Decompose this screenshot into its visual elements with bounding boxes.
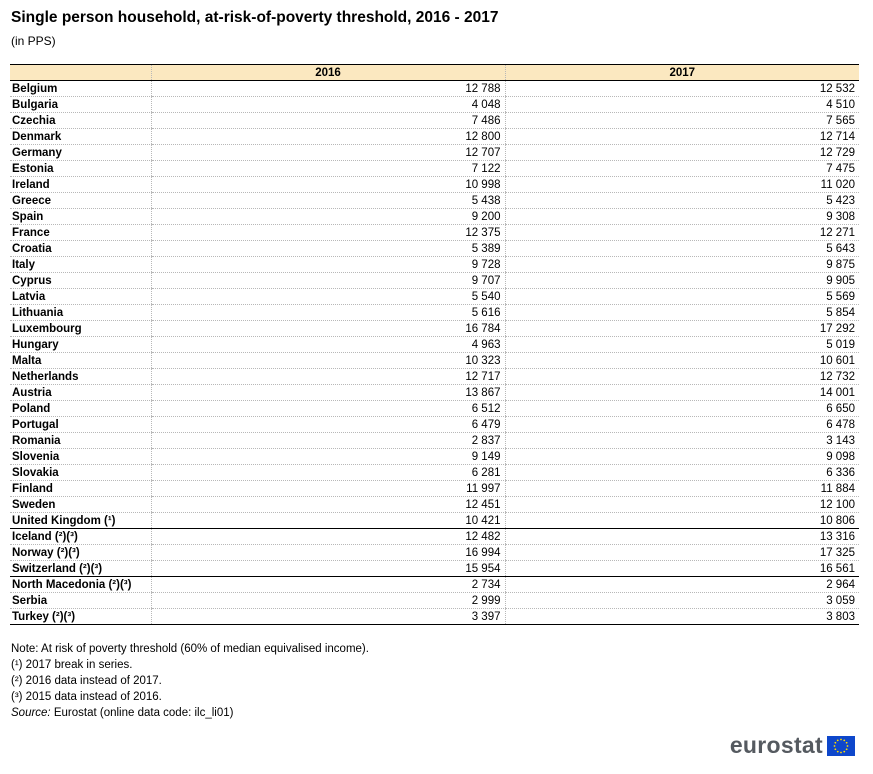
value-2017-cell: 3 059	[505, 593, 859, 609]
value-2016-cell: 4 963	[151, 337, 505, 353]
value-2016-cell: 10 323	[151, 353, 505, 369]
eu-flag-star	[834, 745, 836, 747]
footnote-2: (²) 2016 data instead of 2017.	[11, 675, 162, 687]
value-2017-cell: 12 729	[505, 145, 859, 161]
table-row	[10, 97, 859, 113]
table-row	[10, 481, 859, 497]
country-cell: Malta	[10, 353, 151, 369]
country-cell: Poland	[10, 401, 151, 417]
table-row	[10, 225, 859, 241]
value-2016-cell: 6 479	[151, 417, 505, 433]
value-2016-cell: 4 048	[151, 97, 505, 113]
value-2016-cell: 2 999	[151, 593, 505, 609]
country-cell: Germany	[10, 145, 151, 161]
page-subtitle: (in PPS)	[11, 34, 56, 48]
table-row	[10, 433, 859, 449]
value-2017-cell: 12 714	[505, 129, 859, 145]
value-2017-cell: 10 601	[505, 353, 859, 369]
value-2016-cell: 2 734	[151, 577, 505, 593]
source-label: Source:	[11, 707, 51, 719]
value-2016-cell: 12 717	[151, 369, 505, 385]
table-row	[10, 593, 859, 609]
value-2017-cell: 5 569	[505, 289, 859, 305]
value-2017-cell: 5 423	[505, 193, 859, 209]
value-2016-cell: 10 421	[151, 513, 505, 529]
country-cell: North Macedonia (²)(³)	[10, 577, 151, 593]
value-2017-cell: 17 325	[505, 545, 859, 561]
value-2017-cell: 9 875	[505, 257, 859, 273]
country-cell: Iceland (²)(³)	[10, 529, 151, 545]
eu-flag-star	[846, 741, 848, 743]
table-row	[10, 513, 859, 529]
table-body	[10, 81, 859, 625]
value-2017-cell: 4 510	[505, 97, 859, 113]
value-2016-cell: 12 800	[151, 129, 505, 145]
value-2016-cell: 11 997	[151, 481, 505, 497]
country-cell: Netherlands	[10, 369, 151, 385]
eu-flag-star	[843, 750, 845, 752]
column-header-country	[10, 65, 151, 81]
value-2017-cell: 13 316	[505, 529, 859, 545]
country-cell: Slovakia	[10, 465, 151, 481]
value-2016-cell: 5 389	[151, 241, 505, 257]
table-row	[10, 193, 859, 209]
value-2017-cell: 6 478	[505, 417, 859, 433]
table-row	[10, 81, 859, 97]
eurostat-logo	[730, 732, 855, 759]
column-header-2017: 2017	[505, 65, 859, 81]
value-2016-cell: 16 994	[151, 545, 505, 561]
table-row	[10, 305, 859, 321]
table-row	[10, 401, 859, 417]
table-row	[10, 369, 859, 385]
eu-flag-star	[840, 738, 842, 740]
value-2016-cell: 5 438	[151, 193, 505, 209]
eurostat-wordmark: eurostat	[729, 732, 823, 758]
country-cell: Ireland	[10, 177, 151, 193]
page-title: Single person household, at-risk-of-poverty threshold, 2016 - 2017	[11, 9, 499, 26]
note-text: Note: At risk of poverty threshold (60% of median equivalised income).	[11, 643, 369, 655]
value-2017-cell: 9 905	[505, 273, 859, 289]
eu-flag-star	[834, 748, 836, 750]
country-cell: Switzerland (²)(³)	[10, 561, 151, 577]
table-row	[10, 161, 859, 177]
country-cell: Estonia	[10, 161, 151, 177]
value-2017-cell: 11 884	[505, 481, 859, 497]
country-cell: Austria	[10, 385, 151, 401]
value-2016-cell: 13 867	[151, 385, 505, 401]
table-row	[10, 353, 859, 369]
country-cell: Greece	[10, 193, 151, 209]
value-2017-cell: 7 565	[505, 113, 859, 129]
country-cell: Norway (²)(³)	[10, 545, 151, 561]
value-2016-cell: 9 200	[151, 209, 505, 225]
value-2016-cell: 9 707	[151, 273, 505, 289]
value-2017-cell: 11 020	[505, 177, 859, 193]
data-table	[10, 64, 859, 625]
country-cell: Belgium	[10, 81, 151, 97]
table-row	[10, 609, 859, 625]
table-row	[10, 449, 859, 465]
eu-flag-star	[843, 739, 845, 741]
column-header-2016: 2016	[151, 65, 505, 81]
table-row	[10, 561, 859, 577]
eu-flag-star	[837, 739, 839, 741]
footnote-3: (³) 2015 data instead of 2016.	[11, 691, 162, 703]
value-2017-cell: 10 806	[505, 513, 859, 529]
country-cell: France	[10, 225, 151, 241]
value-2016-cell: 15 954	[151, 561, 505, 577]
eu-flag-icon	[827, 736, 855, 756]
table-row	[10, 465, 859, 481]
value-2017-cell: 5 019	[505, 337, 859, 353]
value-2017-cell: 3 143	[505, 433, 859, 449]
value-2017-cell: 9 308	[505, 209, 859, 225]
value-2017-cell: 7 475	[505, 161, 859, 177]
country-cell: Romania	[10, 433, 151, 449]
value-2016-cell: 5 616	[151, 305, 505, 321]
table-row	[10, 417, 859, 433]
eu-flag-star	[834, 741, 836, 743]
value-2016-cell: 12 707	[151, 145, 505, 161]
country-cell: Italy	[10, 257, 151, 273]
value-2017-cell: 6 650	[505, 401, 859, 417]
country-cell: Hungary	[10, 337, 151, 353]
country-cell: Lithuania	[10, 305, 151, 321]
value-2016-cell: 3 397	[151, 609, 505, 625]
value-2017-cell: 14 001	[505, 385, 859, 401]
table-row	[10, 177, 859, 193]
country-cell: Spain	[10, 209, 151, 225]
source-line	[11, 705, 369, 721]
table-row	[10, 145, 859, 161]
value-2017-cell: 12 271	[505, 225, 859, 241]
country-cell: Cyprus	[10, 273, 151, 289]
value-2017-cell: 12 100	[505, 497, 859, 513]
value-2017-cell: 5 643	[505, 241, 859, 257]
country-cell: Bulgaria	[10, 97, 151, 113]
country-cell: Croatia	[10, 241, 151, 257]
value-2017-cell: 6 336	[505, 465, 859, 481]
value-2016-cell: 16 784	[151, 321, 505, 337]
value-2016-cell: 12 788	[151, 81, 505, 97]
table-row	[10, 113, 859, 129]
notes-block	[11, 641, 369, 721]
value-2016-cell: 5 540	[151, 289, 505, 305]
value-2016-cell: 6 512	[151, 401, 505, 417]
country-cell: Serbia	[10, 593, 151, 609]
table-row	[10, 289, 859, 305]
value-2017-cell: 3 803	[505, 609, 859, 625]
value-2016-cell: 7 486	[151, 113, 505, 129]
value-2016-cell: 2 837	[151, 433, 505, 449]
eu-flag-star	[847, 745, 849, 747]
value-2017-cell: 5 854	[505, 305, 859, 321]
table-row	[10, 241, 859, 257]
value-2017-cell: 16 561	[505, 561, 859, 577]
value-2016-cell: 12 482	[151, 529, 505, 545]
value-2016-cell: 12 451	[151, 497, 505, 513]
country-cell: Latvia	[10, 289, 151, 305]
country-cell: United Kingdom (¹)	[10, 513, 151, 529]
value-2016-cell: 7 122	[151, 161, 505, 177]
country-cell: Turkey (²)(³)	[10, 609, 151, 625]
table-row	[10, 321, 859, 337]
table-row	[10, 257, 859, 273]
value-2017-cell: 2 964	[505, 577, 859, 593]
eu-flag-star	[846, 748, 848, 750]
table-row	[10, 129, 859, 145]
country-cell: Sweden	[10, 497, 151, 513]
table-row	[10, 209, 859, 225]
value-2016-cell: 10 998	[151, 177, 505, 193]
value-2016-cell: 12 375	[151, 225, 505, 241]
value-2017-cell: 9 098	[505, 449, 859, 465]
value-2016-cell: 6 281	[151, 465, 505, 481]
country-cell: Luxembourg	[10, 321, 151, 337]
country-cell: Slovenia	[10, 449, 151, 465]
table-row	[10, 545, 859, 561]
value-2017-cell: 17 292	[505, 321, 859, 337]
table-row	[10, 385, 859, 401]
table-row	[10, 273, 859, 289]
eu-flag-star	[840, 751, 842, 753]
source-text: Eurostat (online data code: ilc_li01)	[53, 707, 234, 719]
value-2016-cell: 9 728	[151, 257, 505, 273]
country-cell: Denmark	[10, 129, 151, 145]
country-cell: Czechia	[10, 113, 151, 129]
value-2017-cell: 12 732	[505, 369, 859, 385]
table-row	[10, 577, 859, 593]
value-2017-cell: 12 532	[505, 81, 859, 97]
table-row	[10, 497, 859, 513]
footnote-1: (¹) 2017 break in series.	[11, 659, 133, 671]
table-row	[10, 529, 859, 545]
country-cell: Portugal	[10, 417, 151, 433]
eu-flag-star	[837, 750, 839, 752]
country-cell: Finland	[10, 481, 151, 497]
table-header-row	[10, 65, 859, 81]
value-2016-cell: 9 149	[151, 449, 505, 465]
table-row	[10, 337, 859, 353]
